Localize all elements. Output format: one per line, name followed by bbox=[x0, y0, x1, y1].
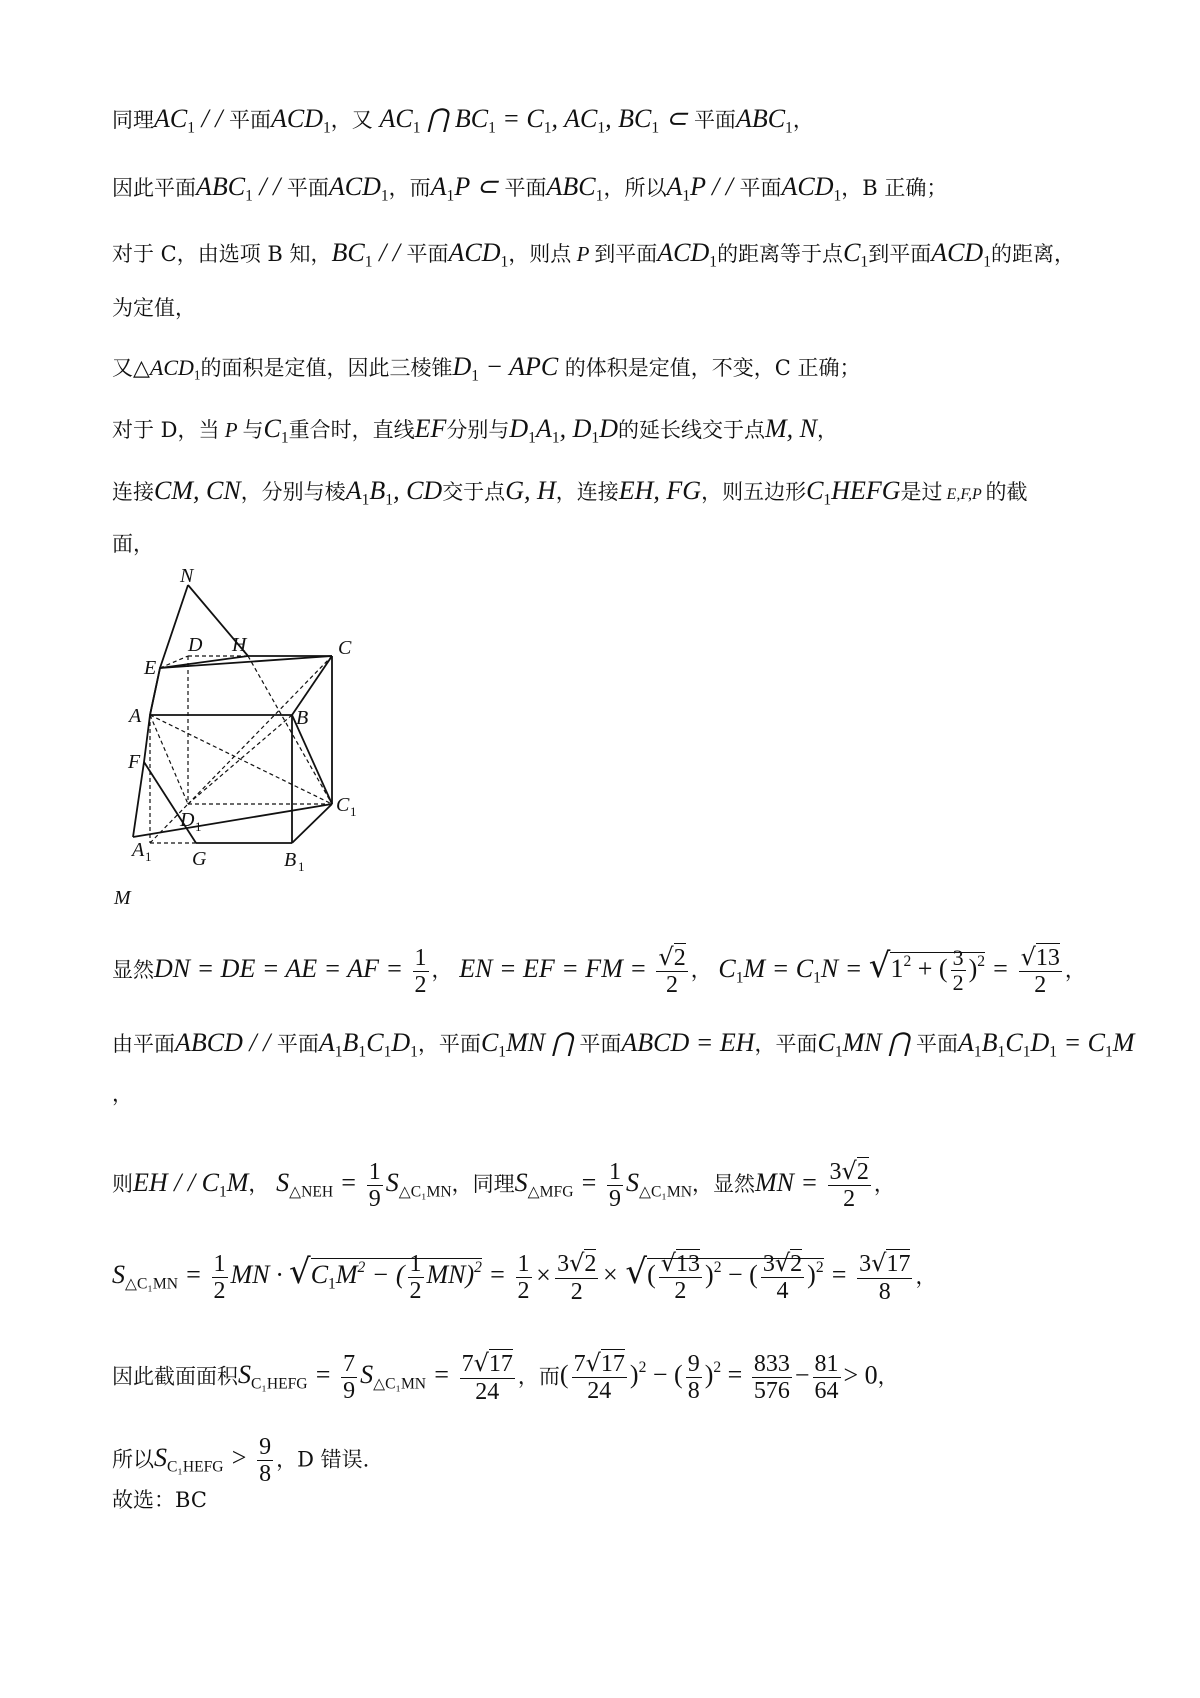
math: $ACD_1$ bbox=[328, 172, 389, 205]
text: 对于 D，当 bbox=[112, 418, 220, 442]
text: ，又 bbox=[330, 108, 373, 132]
fraction: $\frac{3√17}{8}$ bbox=[859, 1249, 911, 1305]
text: 平面 bbox=[693, 108, 736, 132]
text: 到平面 bbox=[594, 242, 658, 266]
math: $A_1B_1$, CD bbox=[345, 476, 443, 509]
text-line-15 bbox=[112, 1434, 369, 1488]
comma: ， bbox=[873, 1171, 895, 1196]
label-B: B bbox=[296, 707, 309, 729]
math: DN = DE = AE = AF = bbox=[154, 953, 410, 983]
math: $ABC_1$ bbox=[546, 172, 604, 205]
text: 平面 bbox=[915, 1032, 958, 1056]
text-line-11 bbox=[112, 1084, 133, 1105]
math: M, N bbox=[765, 414, 817, 443]
text-line-4 bbox=[112, 298, 196, 319]
text-line-1 bbox=[112, 106, 814, 136]
text: 重合时，直线 bbox=[288, 418, 415, 442]
math: $ABC_1$ / / bbox=[196, 172, 287, 205]
text-line-16 bbox=[112, 1490, 207, 1511]
text: 平面 bbox=[286, 176, 329, 200]
label-C: C bbox=[338, 637, 352, 659]
math: × bbox=[534, 1260, 553, 1290]
text: 所以 bbox=[112, 1447, 154, 1472]
math: $AC_1$ ⋂ $BC_1 = C_1$, $AC_1$, $BC_1$ ⊂ bbox=[379, 104, 694, 137]
text-line-8 bbox=[112, 534, 154, 555]
text: ，所以 bbox=[603, 176, 667, 200]
text: 故选：BC bbox=[112, 1488, 207, 1512]
text: ，同理 bbox=[451, 1171, 515, 1196]
fraction: $\frac{81}{64}$ bbox=[814, 1350, 839, 1405]
text: 连接 bbox=[112, 480, 154, 504]
text: 平面 bbox=[579, 1032, 622, 1056]
fraction: $\frac{1}{2}$ bbox=[414, 944, 427, 998]
fraction: $\frac{√2}{2}$ bbox=[658, 943, 686, 999]
text-line-3 bbox=[112, 240, 1075, 270]
math: EF bbox=[414, 414, 447, 443]
edge-D1-C bbox=[188, 656, 332, 804]
math: MN · $√C_1M^2$ − ( $\frac{1}{2}$ MN)$^2$ = bbox=[230, 1250, 513, 1304]
fraction: $\frac{√13}{2}$ bbox=[1020, 943, 1060, 999]
math: $A_1B_1C_1D_1 = C_1M$ bbox=[957, 1028, 1135, 1061]
math: $C_1MN$ ⋂ bbox=[480, 1028, 580, 1061]
math: $A_1P$ / / bbox=[666, 172, 740, 205]
edge-N-M bbox=[133, 585, 188, 837]
text-line-6 bbox=[112, 416, 838, 446]
text: ， bbox=[248, 1171, 270, 1196]
math: EN = EF = FM = bbox=[459, 953, 654, 983]
math: − bbox=[794, 1360, 810, 1390]
text: 因此平面 bbox=[112, 176, 196, 200]
fraction: $\frac{7}{9}$ bbox=[343, 1350, 356, 1405]
text: 的体积是定值，不变，C 正确； bbox=[564, 356, 861, 380]
text: 的截 bbox=[985, 480, 1028, 504]
math: $S_{\triangle NEH}$ = bbox=[276, 1167, 364, 1201]
text-line-5 bbox=[112, 354, 861, 384]
text-line-13 bbox=[112, 1250, 936, 1305]
label-E: E bbox=[144, 657, 157, 679]
math: ABCD = EH bbox=[621, 1028, 755, 1057]
edge-A-D1 bbox=[150, 715, 188, 804]
math: > 0 bbox=[843, 1360, 878, 1390]
text: 分别与 bbox=[446, 418, 510, 442]
text: 的距离， bbox=[991, 242, 1075, 266]
text: ， bbox=[792, 108, 814, 132]
math: $D_1$ − APC bbox=[452, 352, 565, 385]
label-A: A bbox=[129, 705, 142, 727]
math: $C_1$ bbox=[263, 414, 289, 447]
math: P bbox=[219, 418, 243, 442]
math: ABCD / / bbox=[175, 1028, 277, 1057]
text: ，平面 bbox=[754, 1032, 818, 1056]
text: 显然 bbox=[112, 957, 154, 982]
text: 又 bbox=[112, 356, 133, 380]
text: 同理 bbox=[112, 108, 154, 132]
label-M: M bbox=[114, 887, 131, 909]
math: MN = bbox=[754, 1167, 825, 1197]
math: $S_{\triangle MFG}$ = bbox=[514, 1167, 605, 1201]
comma: ， bbox=[877, 1364, 899, 1389]
math: $D_1A_1$, $D_1D$ bbox=[509, 414, 618, 447]
text: ，B 正确； bbox=[841, 176, 948, 200]
text: ， bbox=[431, 957, 453, 982]
math: $S_{\triangle C_1MN}$ bbox=[385, 1167, 452, 1201]
label-C1-sub: 1 bbox=[350, 804, 357, 819]
text: 由平面 bbox=[112, 1032, 175, 1056]
fraction: $\frac{1}{2}$ bbox=[213, 1250, 226, 1305]
fraction: $\frac{3√2}{2}$ bbox=[829, 1157, 869, 1213]
label-C1: C bbox=[336, 794, 350, 816]
math: $ACD_1$ bbox=[657, 238, 718, 271]
math: E,F,P bbox=[942, 486, 986, 503]
text: 平面 bbox=[406, 242, 449, 266]
label-B1: B bbox=[284, 849, 297, 871]
math: $A_1B_1C_1D_1$ bbox=[318, 1028, 418, 1061]
label-F: F bbox=[128, 751, 141, 773]
math: ( $\frac{7√17}{24}$ )$^2$ − ( $\frac{9}{8}$ )$^2$ = bbox=[559, 1349, 749, 1405]
math: $ABC_1$ bbox=[735, 104, 793, 137]
fraction: $\frac{833}{576}$ bbox=[753, 1350, 790, 1405]
fraction: $\frac{7√17}{24}$ bbox=[461, 1349, 513, 1405]
math: CM, CN bbox=[154, 476, 241, 505]
math: $S_{\triangle C_1MN}$ = bbox=[360, 1360, 457, 1393]
math: $AC_1$ / / bbox=[154, 104, 229, 137]
text: 的延长线交于点 bbox=[618, 418, 765, 442]
math: $S_{C_1HEFG}$ = bbox=[238, 1360, 339, 1393]
math: $C_1MN$ ⋂ bbox=[817, 1028, 916, 1061]
text-line-7 bbox=[112, 478, 1028, 508]
math: $ACD_1$ bbox=[448, 238, 509, 271]
text: ，而 bbox=[388, 176, 431, 200]
math: EH / / $C_1M$ bbox=[133, 1167, 249, 1201]
label-D1-sub: 1 bbox=[195, 819, 202, 834]
text: ，平面 bbox=[417, 1032, 481, 1056]
math: $A_1P$ ⊂ bbox=[430, 172, 505, 205]
edge-E-C bbox=[160, 656, 332, 668]
text: 的面积是定值，因此三棱锥 bbox=[200, 356, 453, 380]
comma: ， bbox=[1064, 957, 1086, 982]
math: $BC_1$ / / bbox=[331, 238, 407, 271]
text: 为定值， bbox=[112, 296, 196, 320]
math: × √( $\frac{√13}{2}$ )$^2$ − ( $\frac{3√2}{4}$ )$^2$ = bbox=[601, 1249, 855, 1305]
math: $S_{\triangle C_1MN}$ = bbox=[112, 1260, 209, 1293]
text: 则 bbox=[112, 1171, 133, 1196]
text: 对于 C，由选项 B 知， bbox=[112, 242, 332, 266]
fraction: $\frac{1}{9}$ bbox=[368, 1158, 381, 1212]
text: 因此截面面积 bbox=[112, 1364, 238, 1389]
math: EH, FG bbox=[618, 476, 702, 505]
label-D1: D bbox=[180, 809, 195, 831]
text: ，显然 bbox=[691, 1171, 755, 1196]
label-H: H bbox=[232, 634, 247, 656]
math: $C_1$ bbox=[843, 238, 869, 271]
geometry-figure bbox=[112, 568, 392, 918]
math: $ACD_1$ bbox=[781, 172, 842, 205]
text: 平面 bbox=[739, 176, 782, 200]
math: $ACD_1$ bbox=[270, 104, 331, 137]
text: 到平面 bbox=[868, 242, 932, 266]
math: $C_1HEFG$ bbox=[806, 476, 901, 509]
text: 面， bbox=[112, 532, 154, 556]
text-line-10 bbox=[112, 1030, 1134, 1060]
comma: ， bbox=[817, 418, 838, 442]
fraction: $\frac{3√2}{2}$ bbox=[557, 1249, 597, 1305]
text-line-9 bbox=[112, 944, 1086, 999]
text: ，D 错误. bbox=[276, 1447, 370, 1472]
text: ，则点 bbox=[508, 242, 572, 266]
text: 平面 bbox=[504, 176, 547, 200]
text: 是过 bbox=[900, 480, 943, 504]
comma: ， bbox=[915, 1264, 937, 1289]
label-B1-sub: 1 bbox=[298, 859, 305, 874]
text: 交于点 bbox=[442, 480, 506, 504]
text-line-12 bbox=[112, 1158, 895, 1213]
text-line-2 bbox=[112, 174, 947, 204]
text: ，则五边形 bbox=[701, 480, 807, 504]
edge-H-C1 bbox=[248, 656, 332, 804]
math: G, H bbox=[505, 476, 556, 505]
math: P bbox=[571, 242, 595, 266]
text: ， bbox=[112, 1082, 133, 1106]
text: ， bbox=[690, 957, 712, 982]
text: 的距离等于点 bbox=[717, 242, 844, 266]
fraction: $\frac{1}{9}$ bbox=[609, 1158, 622, 1212]
text: 平面 bbox=[276, 1032, 319, 1056]
text: ，分别与棱 bbox=[240, 480, 346, 504]
text: 平面 bbox=[228, 108, 271, 132]
label-A1-sub: 1 bbox=[145, 849, 152, 864]
math: $S_{\triangle C_1MN}$ bbox=[626, 1167, 692, 1201]
text: 与 bbox=[242, 418, 264, 442]
label-N: N bbox=[180, 568, 194, 587]
label-D: D bbox=[188, 634, 203, 656]
math: $\triangle ACD_1$ bbox=[133, 355, 201, 383]
fraction: $\frac{9}{8}$ bbox=[259, 1434, 272, 1488]
label-A1: A bbox=[132, 839, 145, 861]
label-G: G bbox=[192, 848, 207, 870]
text: ，而 bbox=[517, 1364, 560, 1389]
text: ，连接 bbox=[555, 480, 619, 504]
math: $ACD_1$ bbox=[931, 238, 991, 271]
math: $C_1M = C_1N = √1^2$ + ( $\frac{3}{2}$ )$^2$ = bbox=[718, 945, 1016, 996]
math: $S_{C_1HEFG}$ > bbox=[154, 1443, 255, 1476]
text-line-14 bbox=[112, 1350, 899, 1405]
fraction: $\frac{1}{2}$ bbox=[517, 1250, 530, 1305]
